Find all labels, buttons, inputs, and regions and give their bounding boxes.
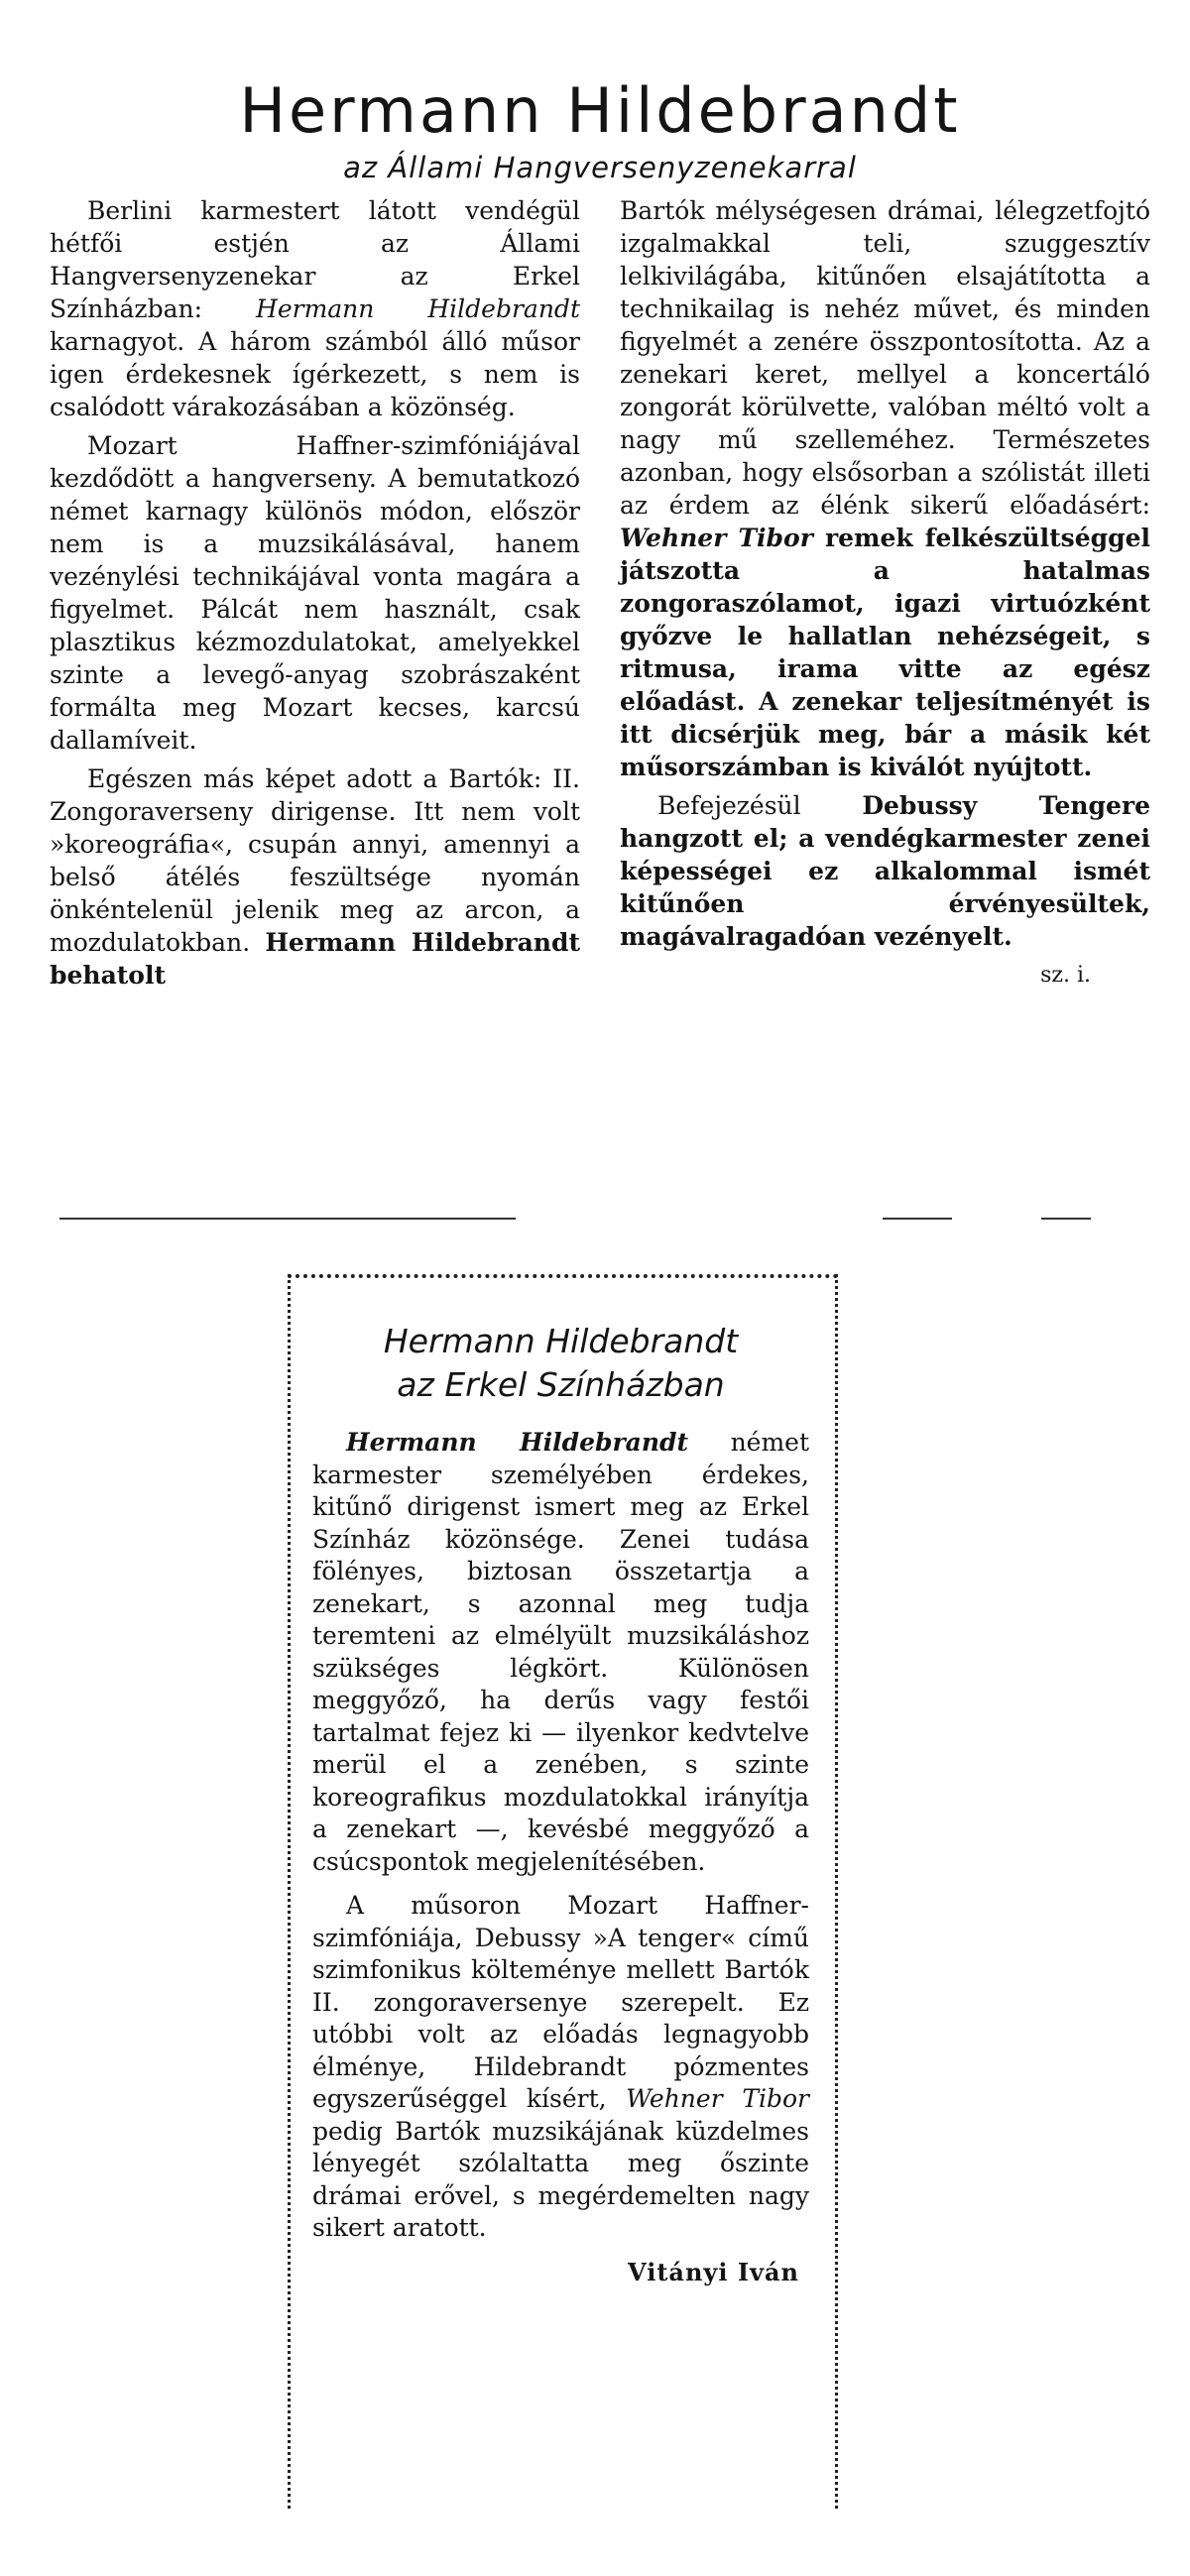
article-body bbox=[312, 1427, 809, 2288]
article-title: Hermann Hildebrandt bbox=[239, 74, 961, 147]
paragraph bbox=[620, 789, 1150, 953]
text: német karmester személyében érdekes, kitűnő dirigenst ismert meg az Erkel Színház közönsége. Zenei tudása fölényes, biztosan összetartja a zenekart, s azonnal meg tudja teremteni az elmélyült muzsikáláshoz szükséges légkört. Különösen meggyőző, ha derűs vagy festői tartalmat fejez ki — ilyenkor kedvtelve merül el a zenében, s szinte koreografikus mozdulatokkal irányítja a zenekart —, kevésbé meggyőző a csúcspontok megjelenítésében. bbox=[312, 1428, 810, 1876]
signature: Vitányi Iván bbox=[628, 2257, 799, 2286]
text: A műsoron Mozart Haffner-szimfóniája, Debussy »A tenger« című szimfonikus költeménye mellett Bartók II. zongoraversenye szerepelt. Ez utóbbi volt az előadás legnagyobb élménye, Hildebrandt pózmentes egyszerűséggel kísért, bbox=[312, 1891, 809, 2113]
text-bold: hangzott el; a vendégkarmester zenei képességei ez alkalommal ismét kitűnően érvényesültek, magávalragadóan vezényelt. bbox=[620, 824, 1150, 952]
text: Egészen más képet adott a Bartók: II. Zongoraverseny dirigense. Itt nem volt »koreográfia«, csupán annyi, amennyi a belső átélés feszültsége nyomán önkéntelenül jelenik meg az arcon, a mozdulatokban. bbox=[50, 764, 580, 958]
text: Bartók mélységesen drámai, lélegzetfojtó izgalmakkal teli, szuggesztív lelkivilágába, kitűnően elsajátította a technikailag is nehéz művet, és minden figyelmét a zenére összpontosította. Az a zenekari keret, mellyel a koncertáló zongorát körülvette, valóban méltó volt a nagy mű szelleméhez. Természetes azonban, hogy elsősorban a szólistát illeti az érdem az élénk sikerű előadásért: bbox=[620, 196, 1150, 521]
conductor-name: Hermann Hildebrandt bbox=[346, 1428, 689, 1457]
left-column bbox=[50, 194, 580, 997]
text: karnagyot. A három számból álló műsor igen érdekesnek ígérkezett, s nem is csalódott várakozásában a közönség. bbox=[50, 327, 580, 422]
title-line: Hermann Hildebrandt bbox=[383, 1322, 739, 1360]
separator-line bbox=[883, 1218, 952, 1220]
right-column bbox=[620, 194, 1150, 997]
paragraph bbox=[620, 194, 1150, 783]
text: Befejezésül bbox=[657, 791, 863, 821]
paragraph bbox=[50, 194, 580, 423]
article-hildebrandt-allami bbox=[50, 59, 1150, 997]
text: pedig Bartók muzsikájának küzdelmes lényegét szólaltatta meg őszinte drámai erővel, s megérdemelten nagy sikert aratott. bbox=[312, 2116, 809, 2242]
article-hildebrandt-erkel bbox=[288, 1274, 838, 2509]
article-title bbox=[312, 1320, 809, 1407]
paragraph bbox=[50, 762, 580, 992]
signature: sz. i. bbox=[1040, 963, 1091, 989]
separator-line bbox=[1041, 1218, 1091, 1220]
paragraph bbox=[312, 1427, 809, 1878]
article-subtitle: az Állami Hangversenyzenekarral bbox=[343, 151, 857, 185]
paragraph: Mozart Haffner-szimfóniájával kezdődött a hangverseny. A bemutatkozó német karnagy különös módon, először nem is a muzsikálásával, hanem vezénylési technikájával vonta magára a figyelmet. Pálcát nem használt, csak plasztikus kézmozdulatokat, amelyekkel szinte a levegő-anyag szobrászaként formálta meg Mozart kecses, karcsú dallamíveit. bbox=[50, 431, 580, 756]
conductor-name: Hermann Hildebrandt bbox=[256, 294, 580, 324]
separator-line bbox=[60, 1218, 516, 1220]
separator-rules bbox=[0, 1218, 1190, 1222]
text-bold: remek felkészültséggel játszotta a hatalmas zongoraszólamot, igazi virtuózként győzve le hallatlan nehézségeit, s ritmusa, irama vitte az egész előadást. A zenekar teljesítményét is itt dicsérjük meg, bár a másik két műsorszámban is kiválót nyújtott. bbox=[620, 524, 1150, 782]
text: Berlini karmestert látott vendégül hétfői estjén az Állami Hangversenyzenekar az Erkel Színházban: bbox=[50, 196, 580, 324]
soloist-name: Wehner Tibor bbox=[626, 2084, 809, 2113]
title-line: az Erkel Színházban bbox=[397, 1365, 725, 1404]
paragraph bbox=[312, 1890, 809, 2245]
text-bold: Hermann Hildebrandt behatolt bbox=[50, 928, 580, 991]
article-columns bbox=[50, 194, 1150, 997]
soloist-name: Wehner Tibor bbox=[620, 524, 813, 553]
text-bold: Debussy Tengere bbox=[862, 791, 1150, 821]
